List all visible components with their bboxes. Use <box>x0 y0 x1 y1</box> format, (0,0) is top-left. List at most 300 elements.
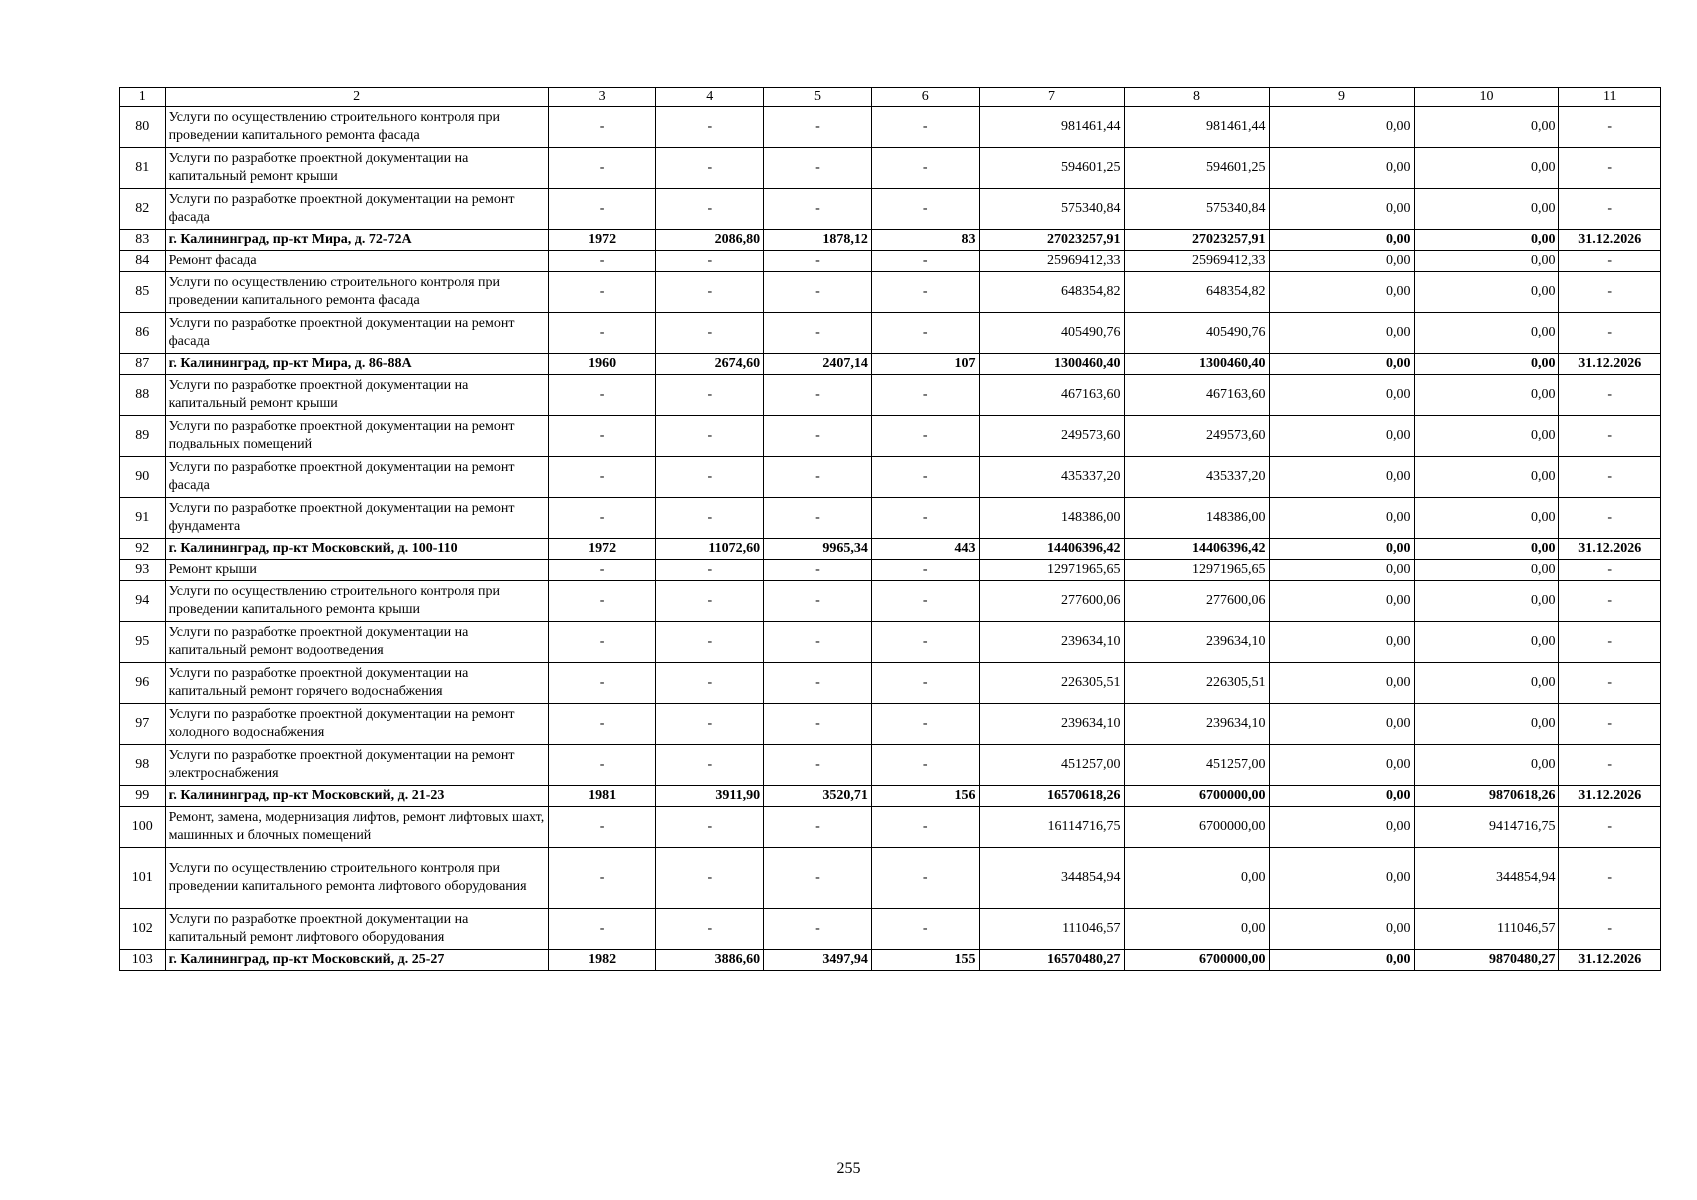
deadline-cell: - <box>1559 848 1661 909</box>
cost-fund-cell: 0,00 <box>1124 848 1269 909</box>
year-cell: - <box>548 251 656 272</box>
work-name: Услуги по осуществлению строительного контроля при проведении капитального ремонта крыши <box>165 581 548 622</box>
cost-fund-cell: 27023257,91 <box>1124 230 1269 251</box>
cost-total-cell: 27023257,91 <box>979 230 1124 251</box>
cost-owners-cell: 111046,57 <box>1414 909 1559 950</box>
deadline-cell: 31.12.2026 <box>1559 354 1661 375</box>
area-living-cell: - <box>764 622 872 663</box>
cost-fund-cell: 981461,44 <box>1124 107 1269 148</box>
cost-budget-cell: 0,00 <box>1269 622 1414 663</box>
year-cell: - <box>548 107 656 148</box>
cost-owners-cell: 0,00 <box>1414 560 1559 581</box>
cost-fund-cell: 594601,25 <box>1124 148 1269 189</box>
table-row <box>120 807 1661 848</box>
cost-total-cell: 435337,20 <box>979 457 1124 498</box>
area-living-cell: 2407,14 <box>764 354 872 375</box>
residents-cell: 107 <box>871 354 979 375</box>
cost-total-cell: 148386,00 <box>979 498 1124 539</box>
row-number: 92 <box>120 539 166 560</box>
work-name: г. Калининград, пр-кт Мира, д. 72-72А <box>165 230 548 251</box>
row-number: 85 <box>120 272 166 313</box>
area-living-cell: - <box>764 560 872 581</box>
cost-total-cell: 467163,60 <box>979 375 1124 416</box>
residents-cell: - <box>871 107 979 148</box>
residents-cell: - <box>871 251 979 272</box>
work-name: г. Калининград, пр-кт Мира, д. 86-88А <box>165 354 548 375</box>
deadline-cell: - <box>1559 148 1661 189</box>
residents-cell: 156 <box>871 786 979 807</box>
year-cell: - <box>548 581 656 622</box>
cost-fund-cell: 239634,10 <box>1124 704 1269 745</box>
cost-budget-cell: 0,00 <box>1269 539 1414 560</box>
row-number: 86 <box>120 313 166 354</box>
area-total-cell: - <box>656 807 764 848</box>
cost-owners-cell: 0,00 <box>1414 498 1559 539</box>
cost-fund-cell: 1300460,40 <box>1124 354 1269 375</box>
header-cell: 1 <box>120 88 166 107</box>
table-row <box>120 745 1661 786</box>
header-cell: 3 <box>548 88 656 107</box>
row-number: 80 <box>120 107 166 148</box>
cost-budget-cell: 0,00 <box>1269 745 1414 786</box>
cost-fund-cell: 405490,76 <box>1124 313 1269 354</box>
cost-fund-cell: 451257,00 <box>1124 745 1269 786</box>
cost-fund-cell: 435337,20 <box>1124 457 1269 498</box>
residents-cell: - <box>871 189 979 230</box>
address-row <box>120 539 1661 560</box>
cost-total-cell: 981461,44 <box>979 107 1124 148</box>
area-living-cell: - <box>764 189 872 230</box>
deadline-cell: - <box>1559 375 1661 416</box>
residents-cell: - <box>871 663 979 704</box>
deadline-cell: - <box>1559 416 1661 457</box>
deadline-cell: - <box>1559 272 1661 313</box>
row-number: 87 <box>120 354 166 375</box>
cost-budget-cell: 0,00 <box>1269 230 1414 251</box>
table-row <box>120 313 1661 354</box>
table-row <box>120 909 1661 950</box>
year-cell: - <box>548 416 656 457</box>
address-row <box>120 230 1661 251</box>
cost-budget-cell: 0,00 <box>1269 107 1414 148</box>
area-living-cell: - <box>764 909 872 950</box>
area-living-cell: - <box>764 745 872 786</box>
header-cell: 7 <box>979 88 1124 107</box>
header-cell: 4 <box>656 88 764 107</box>
area-total-cell: - <box>656 251 764 272</box>
cost-budget-cell: 0,00 <box>1269 148 1414 189</box>
area-total-cell: - <box>656 581 764 622</box>
row-number: 83 <box>120 230 166 251</box>
work-name: Услуги по разработке проектной документации на ремонт фасада <box>165 189 548 230</box>
year-cell: 1972 <box>548 230 656 251</box>
residents-cell: - <box>871 313 979 354</box>
year-cell: - <box>548 498 656 539</box>
cost-total-cell: 344854,94 <box>979 848 1124 909</box>
cost-owners-cell: 0,00 <box>1414 189 1559 230</box>
area-total-cell: - <box>656 313 764 354</box>
cost-total-cell: 14406396,42 <box>979 539 1124 560</box>
deadline-cell: - <box>1559 581 1661 622</box>
residents-cell: - <box>871 375 979 416</box>
year-cell: - <box>548 375 656 416</box>
cost-budget-cell: 0,00 <box>1269 272 1414 313</box>
work-name: г. Калининград, пр-кт Московский, д. 100-110 <box>165 539 548 560</box>
deadline-cell: - <box>1559 807 1661 848</box>
cost-budget-cell: 0,00 <box>1269 704 1414 745</box>
cost-owners-cell: 0,00 <box>1414 230 1559 251</box>
deadline-cell: - <box>1559 560 1661 581</box>
deadline-cell: - <box>1559 107 1661 148</box>
area-living-cell: 3520,71 <box>764 786 872 807</box>
year-cell: - <box>548 272 656 313</box>
residents-cell: - <box>871 704 979 745</box>
column-number-header-row <box>120 88 1661 107</box>
row-number: 99 <box>120 786 166 807</box>
year-cell: - <box>548 704 656 745</box>
deadline-cell: - <box>1559 313 1661 354</box>
cost-total-cell: 16570480,27 <box>979 950 1124 971</box>
table-row <box>120 189 1661 230</box>
cost-total-cell: 405490,76 <box>979 313 1124 354</box>
row-number: 95 <box>120 622 166 663</box>
table-row <box>120 622 1661 663</box>
deadline-cell: 31.12.2026 <box>1559 786 1661 807</box>
cost-owners-cell: 0,00 <box>1414 704 1559 745</box>
row-number: 96 <box>120 663 166 704</box>
cost-total-cell: 16570618,26 <box>979 786 1124 807</box>
row-number: 97 <box>120 704 166 745</box>
cost-total-cell: 451257,00 <box>979 745 1124 786</box>
area-living-cell: - <box>764 663 872 704</box>
deadline-cell: 31.12.2026 <box>1559 230 1661 251</box>
row-number: 93 <box>120 560 166 581</box>
area-total-cell: - <box>656 909 764 950</box>
work-name: Услуги по разработке проектной документации на капитальный ремонт водоотведения <box>165 622 548 663</box>
work-name: Услуги по разработке проектной документации на капитальный ремонт горячего водоснабжения <box>165 663 548 704</box>
residents-cell: - <box>871 745 979 786</box>
residents-cell: - <box>871 848 979 909</box>
cost-owners-cell: 9870618,26 <box>1414 786 1559 807</box>
area-total-cell: - <box>656 498 764 539</box>
table-row <box>120 560 1661 581</box>
cost-budget-cell: 0,00 <box>1269 251 1414 272</box>
area-living-cell: 3497,94 <box>764 950 872 971</box>
row-number: 81 <box>120 148 166 189</box>
residents-cell: - <box>871 909 979 950</box>
residents-cell: - <box>871 807 979 848</box>
cost-owners-cell: 0,00 <box>1414 622 1559 663</box>
year-cell: - <box>548 745 656 786</box>
cost-fund-cell: 14406396,42 <box>1124 539 1269 560</box>
cost-total-cell: 277600,06 <box>979 581 1124 622</box>
row-number: 103 <box>120 950 166 971</box>
cost-fund-cell: 467163,60 <box>1124 375 1269 416</box>
address-row <box>120 354 1661 375</box>
deadline-cell: - <box>1559 663 1661 704</box>
work-name: Услуги по разработке проектной документации на ремонт фасада <box>165 457 548 498</box>
deadline-cell: - <box>1559 909 1661 950</box>
deadline-cell: - <box>1559 498 1661 539</box>
residents-cell: - <box>871 148 979 189</box>
work-name: Ремонт, замена, модернизация лифтов, ремонт лифтовых шахт, машинных и блочных помещений <box>165 807 548 848</box>
cost-budget-cell: 0,00 <box>1269 313 1414 354</box>
cost-budget-cell: 0,00 <box>1269 457 1414 498</box>
cost-owners-cell: 0,00 <box>1414 539 1559 560</box>
year-cell: - <box>548 807 656 848</box>
area-total-cell: - <box>656 272 764 313</box>
area-living-cell: - <box>764 416 872 457</box>
year-cell: - <box>548 848 656 909</box>
row-number: 102 <box>120 909 166 950</box>
cost-total-cell: 226305,51 <box>979 663 1124 704</box>
cost-budget-cell: 0,00 <box>1269 663 1414 704</box>
deadline-cell: - <box>1559 704 1661 745</box>
residents-cell: - <box>871 581 979 622</box>
area-living-cell: - <box>764 375 872 416</box>
cost-fund-cell: 239634,10 <box>1124 622 1269 663</box>
cost-budget-cell: 0,00 <box>1269 189 1414 230</box>
cost-owners-cell: 0,00 <box>1414 251 1559 272</box>
work-name: Услуги по разработке проектной документации на капитальный ремонт крыши <box>165 148 548 189</box>
deadline-cell: - <box>1559 745 1661 786</box>
year-cell: - <box>548 148 656 189</box>
year-cell: 1972 <box>548 539 656 560</box>
cost-owners-cell: 0,00 <box>1414 148 1559 189</box>
area-total-cell: - <box>656 107 764 148</box>
row-number: 89 <box>120 416 166 457</box>
address-row <box>120 786 1661 807</box>
residents-cell: 443 <box>871 539 979 560</box>
work-name: Услуги по разработке проектной документации на ремонт холодного водоснабжения <box>165 704 548 745</box>
year-cell: - <box>548 313 656 354</box>
area-living-cell: - <box>764 581 872 622</box>
cost-total-cell: 249573,60 <box>979 416 1124 457</box>
table-row <box>120 375 1661 416</box>
cost-fund-cell: 575340,84 <box>1124 189 1269 230</box>
header-cell: 8 <box>1124 88 1269 107</box>
cost-total-cell: 594601,25 <box>979 148 1124 189</box>
work-name: Услуги по осуществлению строительного контроля при проведении капитального ремонта фасада <box>165 272 548 313</box>
cost-budget-cell: 0,00 <box>1269 950 1414 971</box>
residents-cell: - <box>871 560 979 581</box>
area-living-cell: - <box>764 704 872 745</box>
row-number: 84 <box>120 251 166 272</box>
work-name: Услуги по разработке проектной документации на ремонт фундамента <box>165 498 548 539</box>
cost-budget-cell: 0,00 <box>1269 807 1414 848</box>
residents-cell: 155 <box>871 950 979 971</box>
area-living-cell: 1878,12 <box>764 230 872 251</box>
work-name: Услуги по осуществлению строительного контроля при проведении капитального ремонта лифтового оборудования <box>165 848 548 909</box>
header-cell: 9 <box>1269 88 1414 107</box>
area-total-cell: - <box>656 704 764 745</box>
deadline-cell: 31.12.2026 <box>1559 539 1661 560</box>
area-living-cell: 9965,34 <box>764 539 872 560</box>
residents-cell: - <box>871 272 979 313</box>
table-row <box>120 148 1661 189</box>
cost-total-cell: 1300460,40 <box>979 354 1124 375</box>
work-name: Услуги по разработке проектной документации на ремонт подвальных помещений <box>165 416 548 457</box>
row-number: 91 <box>120 498 166 539</box>
area-total-cell: - <box>656 848 764 909</box>
year-cell: - <box>548 560 656 581</box>
cost-fund-cell: 25969412,33 <box>1124 251 1269 272</box>
cost-total-cell: 575340,84 <box>979 189 1124 230</box>
area-total-cell: - <box>656 375 764 416</box>
works-table <box>119 87 1661 971</box>
row-number: 90 <box>120 457 166 498</box>
residents-cell: - <box>871 416 979 457</box>
area-total-cell: 3911,90 <box>656 786 764 807</box>
table-row <box>120 581 1661 622</box>
cost-owners-cell: 0,00 <box>1414 354 1559 375</box>
cost-owners-cell: 344854,94 <box>1414 848 1559 909</box>
cost-fund-cell: 226305,51 <box>1124 663 1269 704</box>
area-total-cell: 3886,60 <box>656 950 764 971</box>
table-row <box>120 251 1661 272</box>
cost-budget-cell: 0,00 <box>1269 560 1414 581</box>
year-cell: - <box>548 189 656 230</box>
area-living-cell: - <box>764 148 872 189</box>
table-row <box>120 107 1661 148</box>
cost-total-cell: 648354,82 <box>979 272 1124 313</box>
year-cell: - <box>548 622 656 663</box>
area-total-cell: - <box>656 189 764 230</box>
cost-fund-cell: 277600,06 <box>1124 581 1269 622</box>
work-name: г. Калининград, пр-кт Московский, д. 21-23 <box>165 786 548 807</box>
page-number: 255 <box>836 1160 861 1177</box>
deadline-cell: - <box>1559 457 1661 498</box>
cost-fund-cell: 12971965,65 <box>1124 560 1269 581</box>
row-number: 100 <box>120 807 166 848</box>
year-cell: - <box>548 909 656 950</box>
area-living-cell: - <box>764 498 872 539</box>
header-cell: 5 <box>764 88 872 107</box>
deadline-cell: - <box>1559 189 1661 230</box>
cost-owners-cell: 0,00 <box>1414 416 1559 457</box>
area-total-cell: - <box>656 148 764 189</box>
year-cell: 1960 <box>548 354 656 375</box>
work-name: Ремонт фасада <box>165 251 548 272</box>
cost-fund-cell: 6700000,00 <box>1124 807 1269 848</box>
table-row <box>120 848 1661 909</box>
year-cell: - <box>548 457 656 498</box>
cost-owners-cell: 9870480,27 <box>1414 950 1559 971</box>
cost-owners-cell: 0,00 <box>1414 107 1559 148</box>
cost-budget-cell: 0,00 <box>1269 375 1414 416</box>
cost-total-cell: 239634,10 <box>979 704 1124 745</box>
cost-total-cell: 25969412,33 <box>979 251 1124 272</box>
year-cell: 1982 <box>548 950 656 971</box>
cost-owners-cell: 0,00 <box>1414 272 1559 313</box>
area-living-cell: - <box>764 457 872 498</box>
deadline-cell: 31.12.2026 <box>1559 950 1661 971</box>
row-number: 98 <box>120 745 166 786</box>
area-living-cell: - <box>764 107 872 148</box>
cost-budget-cell: 0,00 <box>1269 416 1414 457</box>
cost-total-cell: 111046,57 <box>979 909 1124 950</box>
cost-fund-cell: 148386,00 <box>1124 498 1269 539</box>
cost-owners-cell: 0,00 <box>1414 663 1559 704</box>
residents-cell: - <box>871 622 979 663</box>
area-total-cell: - <box>656 745 764 786</box>
header-cell: 11 <box>1559 88 1661 107</box>
cost-owners-cell: 0,00 <box>1414 457 1559 498</box>
cost-fund-cell: 6700000,00 <box>1124 786 1269 807</box>
cost-owners-cell: 0,00 <box>1414 375 1559 416</box>
table-row <box>120 272 1661 313</box>
area-living-cell: - <box>764 313 872 354</box>
header-cell: 2 <box>165 88 548 107</box>
work-name: Услуги по разработке проектной документации на ремонт фасада <box>165 313 548 354</box>
header-cell: 10 <box>1414 88 1559 107</box>
area-total-cell: 2674,60 <box>656 354 764 375</box>
area-total-cell: 2086,80 <box>656 230 764 251</box>
cost-fund-cell: 648354,82 <box>1124 272 1269 313</box>
cost-total-cell: 16114716,75 <box>979 807 1124 848</box>
area-total-cell: - <box>656 663 764 704</box>
work-name: Услуги по разработке проектной документации на ремонт электроснабжения <box>165 745 548 786</box>
work-name: Услуги по разработке проектной документации на капитальный ремонт лифтового оборудования <box>165 909 548 950</box>
row-number: 101 <box>120 848 166 909</box>
cost-owners-cell: 0,00 <box>1414 581 1559 622</box>
cost-owners-cell: 9414716,75 <box>1414 807 1559 848</box>
deadline-cell: - <box>1559 251 1661 272</box>
deadline-cell: - <box>1559 622 1661 663</box>
cost-fund-cell: 0,00 <box>1124 909 1269 950</box>
year-cell: 1981 <box>548 786 656 807</box>
work-name: Услуги по разработке проектной документации на капитальный ремонт крыши <box>165 375 548 416</box>
area-living-cell: - <box>764 807 872 848</box>
address-row <box>120 950 1661 971</box>
area-total-cell: - <box>656 560 764 581</box>
cost-budget-cell: 0,00 <box>1269 786 1414 807</box>
row-number: 88 <box>120 375 166 416</box>
cost-budget-cell: 0,00 <box>1269 909 1414 950</box>
year-cell: - <box>548 663 656 704</box>
area-living-cell: - <box>764 272 872 313</box>
cost-fund-cell: 249573,60 <box>1124 416 1269 457</box>
area-total-cell: - <box>656 457 764 498</box>
area-living-cell: - <box>764 251 872 272</box>
cost-fund-cell: 6700000,00 <box>1124 950 1269 971</box>
residents-cell: 83 <box>871 230 979 251</box>
area-total-cell: 11072,60 <box>656 539 764 560</box>
cost-owners-cell: 0,00 <box>1414 313 1559 354</box>
table-row <box>120 457 1661 498</box>
work-name: Услуги по осуществлению строительного контроля при проведении капитального ремонта фасада <box>165 107 548 148</box>
area-total-cell: - <box>656 622 764 663</box>
cost-total-cell: 12971965,65 <box>979 560 1124 581</box>
table-row <box>120 416 1661 457</box>
table-row <box>120 663 1661 704</box>
cost-budget-cell: 0,00 <box>1269 848 1414 909</box>
cost-budget-cell: 0,00 <box>1269 498 1414 539</box>
work-name: г. Калининград, пр-кт Московский, д. 25-27 <box>165 950 548 971</box>
residents-cell: - <box>871 457 979 498</box>
table-row <box>120 498 1661 539</box>
table-row <box>120 704 1661 745</box>
table-body <box>120 88 1661 971</box>
cost-budget-cell: 0,00 <box>1269 354 1414 375</box>
cost-total-cell: 239634,10 <box>979 622 1124 663</box>
work-name: Ремонт крыши <box>165 560 548 581</box>
area-living-cell: - <box>764 848 872 909</box>
row-number: 82 <box>120 189 166 230</box>
header-cell: 6 <box>871 88 979 107</box>
residents-cell: - <box>871 498 979 539</box>
cost-owners-cell: 0,00 <box>1414 745 1559 786</box>
